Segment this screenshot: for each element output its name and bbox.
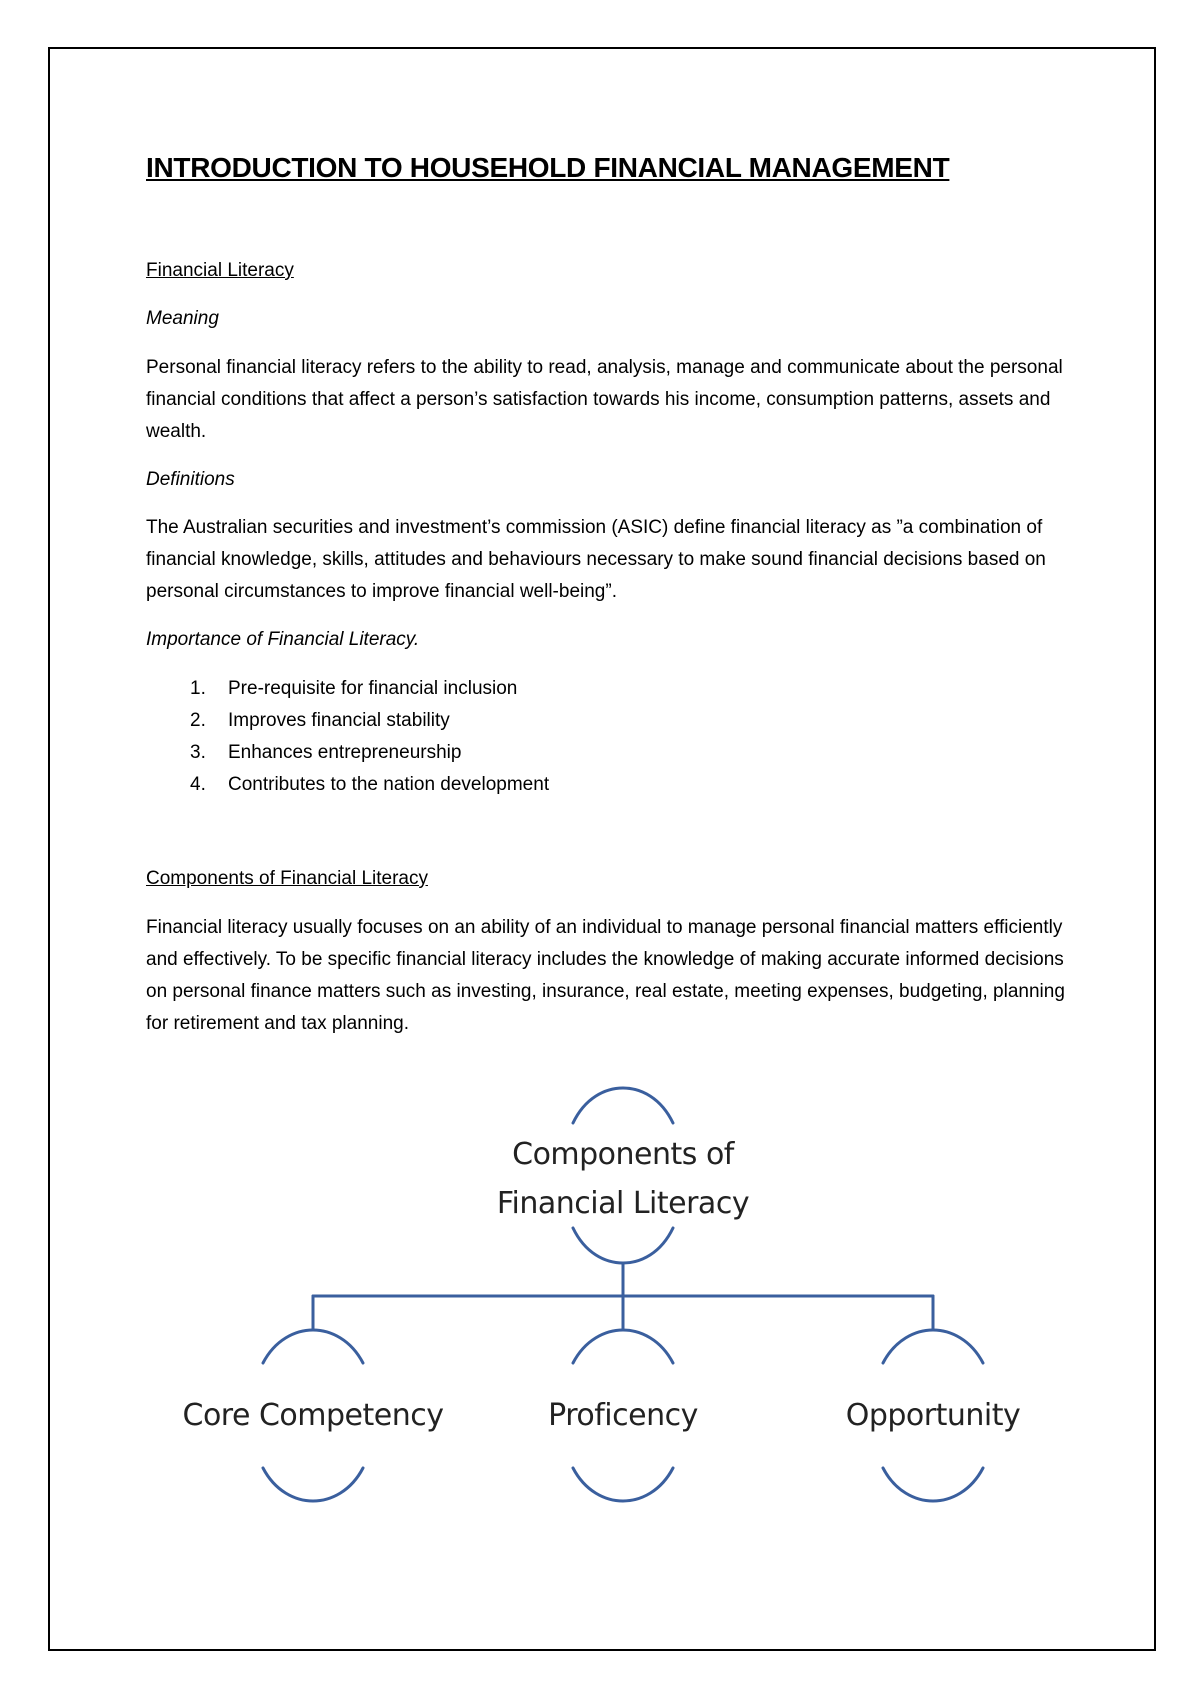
paragraph-definitions: The Australian securities and investment’s commission (ASIC) define financial literacy as ”a combination of financial knowledge, skills, attitudes and behaviours necessary to make sound financial decisions based on personal circumstances to improve financial well-being”. [146, 517, 1046, 602]
diagram-root-line2: Financial Literacy [496, 1186, 750, 1221]
subheading-definitions: Definitions [146, 469, 235, 490]
list-number: 4. [190, 774, 206, 795]
diagram-child-core-competency: Core Competency [182, 1398, 444, 1433]
child-proficency-bottom-arc [573, 1468, 673, 1501]
diagram-child-proficency: Proficency [548, 1398, 698, 1433]
list-text: Improves financial stability [228, 710, 450, 731]
list-number: 2. [190, 710, 206, 731]
section-heading-financial-literacy: Financial Literacy [146, 260, 294, 281]
list-number: 1. [190, 678, 206, 699]
diagram-root-line1: Components of [512, 1137, 734, 1172]
subheading-importance: Importance of Financial Literacy. [146, 629, 420, 650]
paragraph-meaning: Personal financial literacy refers to the ability to read, analysis, manage and communicate about the personal financial conditions that affect a person’s satisfaction towards his income, consumption patterns, assets and wealth. [146, 357, 1063, 442]
list-text: Contributes to the nation development [228, 774, 550, 795]
paragraph-components: Financial literacy usually focuses on an ability of an individual to manage personal financial matters efficiently and effectively. To be specific financial literacy includes the knowledge of making accurate informed decisions on personal finance matters such as investing, insurance, real estate, meeting expenses, budgeting, planning for retirement and tax planning. [146, 917, 1065, 1034]
diagram-child-opportunity: Opportunity [845, 1398, 1021, 1433]
child-proficency-top-arc [573, 1330, 673, 1363]
list-text: Enhances entrepreneurship [228, 742, 462, 763]
list-number: 3. [190, 742, 206, 763]
document-title: INTRODUCTION TO HOUSEHOLD FINANCIAL MANAGEMENT [146, 152, 950, 183]
root-bottom-arc [573, 1228, 673, 1263]
child-opportunity-top-arc [883, 1330, 983, 1363]
child-core-bottom-arc [263, 1468, 363, 1501]
child-core-top-arc [263, 1330, 363, 1363]
child-opportunity-bottom-arc [883, 1468, 983, 1501]
subheading-meaning: Meaning [146, 308, 219, 329]
list-text: Pre-requisite for financial inclusion [228, 678, 518, 699]
root-top-arc [573, 1088, 673, 1123]
section-heading-components: Components of Financial Literacy [146, 868, 428, 889]
